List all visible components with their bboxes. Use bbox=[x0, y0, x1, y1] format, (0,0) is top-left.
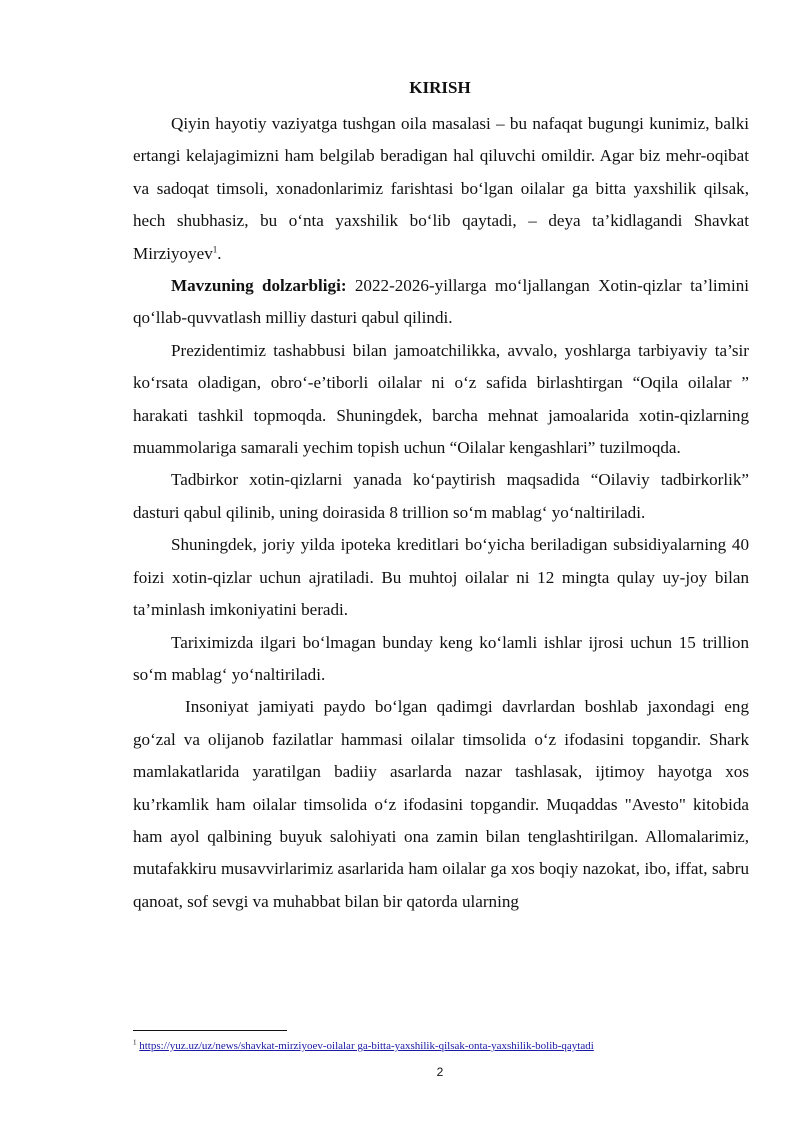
footnote-link[interactable]: https://yuz.uz/uz/news/shavkat-mirziyoev-oilalar ga-bitta-yaxshilik-qilsak-onta-yaxshilik-bolib-qaytadi bbox=[139, 1040, 594, 1052]
footnote-divider bbox=[133, 1030, 287, 1031]
paragraph-relevance bbox=[133, 270, 749, 335]
paragraph-intro bbox=[133, 108, 749, 270]
paragraph-initiative: Prezidentimiz tashabbusi bilan jamoatchilikka, avvalo, yoshlarga tarbiyaviy ta’sir ko‘rsata oladigan, obro‘-e’tiborli oilalar ni o‘z safida birlashtirgan “Oqila oilalar ” harakati tashkil topmoqda. Shuningdek, barcha mehnat jamoalarida xotin-qizlarning muammolariga samarali yechim topish uchun “Oilalar kengashlari” tuzilmoqda. bbox=[133, 340, 749, 458]
relevance-text: 2022-2026-yillarga mo‘ljallangan Xotin-qizlar ta’limini qo‘llab-quvvatlash milliy dasturi qabul qilindi. bbox=[133, 276, 749, 328]
section-title: KIRISH bbox=[409, 78, 471, 97]
relevance-label: Mavzuning dolzarbligi: bbox=[171, 276, 347, 296]
paragraph-intro-end: . bbox=[217, 243, 222, 263]
body-text bbox=[133, 108, 749, 918]
paragraph-subsidies: Shuningdek, joriy yilda ipoteka kreditlari bo‘yicha beriladigan subsidiyalarning 40 foizi xotin-qizlar uchun ajratiladi. Bu muhtoj oilalar ni 12 mingta qulay uy-joy bilan ta’minlash imkoniyatini beradi. bbox=[133, 535, 749, 620]
paragraph-intro-text: Qiyin hayotiy vaziyatga tushgan oila masalasi – bu nafaqat bugungi kunimiz, balki ertangi kelajagimizni ham belgilab beradigan hal qiluvchi omildir. Agar biz mehr-oqibat va sadoqat timsoli, xonadonlarimiz farishtasi bo‘lgan oilalar ga bitta yaxshilik qilsak, hech shubhasiz, bu o‘nta yaxshilik bo‘lib qaytadi, – deya ta’kidlagandi Shavkat Mirziyoyev bbox=[133, 114, 749, 263]
page-number: 2 bbox=[436, 1065, 444, 1079]
footnote bbox=[133, 1039, 773, 1053]
paragraph-history: Insoniyat jamiyati paydo bo‘lgan qadimgi davrlardan boshlab jaxondagi eng go‘zal va olijanob fazilatlar hammasi oilalar timsolida o‘z ifodasini topgandir. Shark mamlakatlarida yaratilgan badiiy asarlarda nazar tashlasak, ijtimoy hayotga xos ku’rkamlik ham oilalar timsolida o‘z ifodasini topgandir. Muqaddas "Avesto" kitobida ham ayol qalbining buyuk salohiyati ona zamin bilan tenglashtirilgan. Allomalarimiz, mutafakkiru musavvirlarimiz asarlarida ham oilalar ga xos boqiy nazokat, ibo, iffat, sabru qanoat, sof sevgi va muhabbat bilan bir qatorda ularning bbox=[133, 697, 749, 911]
footnote-number: 1 bbox=[133, 1038, 137, 1047]
footnote-reference[interactable]: 1 bbox=[212, 243, 218, 254]
paragraph-business: Tadbirkor xotin-qizlarni yanada ko‘paytirish maqsadida “Oilaviy tadbirkorlik” dasturi qabul qilinib, uning doirasida 8 trillion so‘m mablag‘ yo‘naltiriladi. bbox=[133, 470, 749, 522]
paragraph-funding: Tariximizda ilgari bo‘lmagan bunday keng ko‘lamli ishlar ijrosi uchun 15 trillion so‘m mablag‘ yo‘naltiriladi. bbox=[133, 632, 749, 684]
